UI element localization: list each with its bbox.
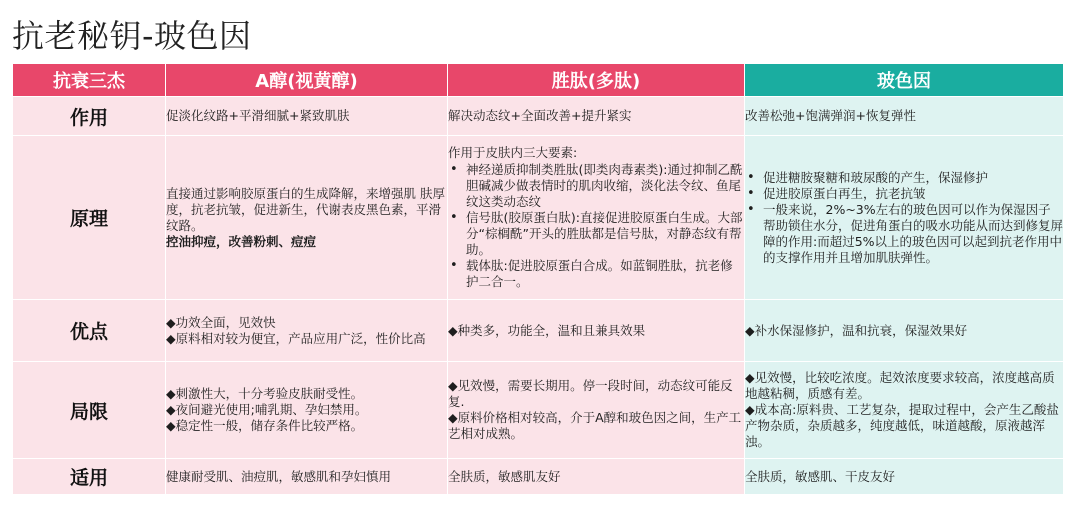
list-item: • 一般来说，2%~3%左右的玻色因可以作为保湿因子帮助锁住水分，促进角蛋白的吸水功能从而达到修复屏障的作用:而超过5%以上的玻色因可以起到抗老作用中的支撑作用并且增加肌肤弹性。: [745, 202, 1063, 266]
principle-retinol-text: 直接通过影响胶原蛋白的生成降解，来增强肌 肤厚度，抗老抗皱，促进新生，代谢表皮黑色素，平滑纹路。: [166, 185, 445, 233]
principle-retinol-bold: 控油抑痘，改善粉刺、痘痘: [166, 233, 317, 249]
cell-effect-retinol: 促淡化纹路+平滑细腻+紧致肌肤: [166, 97, 448, 136]
row-label-cons: 局限: [13, 362, 166, 459]
table-row-effect: [13, 97, 1064, 136]
cell-principle-peptide: [448, 136, 745, 300]
cell-pros-pro-xylane: [745, 300, 1064, 362]
cell-principle-retinol: [166, 136, 448, 300]
cons-pro-xylane-line: ◆见效慢，比较吃浓度。起效浓度要求较高，浓度越高质地越粘稠，质感有差。: [745, 370, 1055, 401]
cell-cons-pro-xylane: [745, 362, 1064, 459]
cons-peptide-line: ◆见效慢，需要长期用。停一段时间，动态纹可能反复.: [448, 378, 733, 409]
pros-retinol-line: ◆功效全面，见效快: [166, 314, 276, 330]
cons-retinol-line: ◆稳定性一般，储存条件比较严格。: [166, 418, 364, 433]
cons-pro-xylane-line: ◆成本高:原料贵、工艺复杂，提取过程中，会产生乙酸盐产物杂质，杂质越多，纯度越低，味道越酸，原液越浑浊。: [745, 402, 1059, 449]
pros-peptide-line: ◆种类多，功能全，温和且兼具效果: [448, 322, 646, 338]
cell-pros-retinol: [166, 300, 448, 362]
header-peptide: 胜肽(多肽): [448, 64, 745, 97]
list-item: • 神经递质抑制类胜肽(即类肉毒素类):通过抑制乙酰胆碱减少做表情时的肌肉收缩，淡化法令纹、鱼尾纹这类动态纹: [448, 162, 744, 210]
row-label-effect: 作用: [13, 97, 166, 136]
header-retinol: A醇(视黄醇): [166, 64, 448, 97]
cell-effect-peptide: 解决动态纹+全面改善+提升紧实: [448, 97, 745, 136]
row-label-pros: 优点: [13, 300, 166, 362]
table-row-pros: [13, 300, 1064, 362]
cell-principle-pro-xylane: [745, 136, 1064, 300]
pros-retinol-line: ◆原料相对较为便宜，产品应用广泛，性价比高: [166, 330, 426, 346]
cell-cons-peptide: [448, 362, 745, 459]
cell-suitable-retinol: 健康耐受肌、油痘肌，敏感肌和孕妇慎用: [166, 459, 448, 495]
header-row: [13, 64, 1064, 97]
list-item: • 促进糖胺聚糖和玻尿酸的产生，保湿修护: [745, 170, 1063, 186]
cell-suitable-pro-xylane: 全肤质，敏感肌、干皮友好: [745, 459, 1064, 495]
header-pro-xylane: 玻色因: [745, 64, 1064, 97]
cell-pros-peptide: [448, 300, 745, 362]
row-label-principle: 原理: [13, 136, 166, 300]
cell-cons-retinol: [166, 362, 448, 459]
list-item: • 载体肽:促进胶原蛋白合成。如蓝铜胜肽，抗老修护二合一。: [448, 258, 744, 290]
comparison-table: [12, 63, 1064, 495]
cell-suitable-peptide: 全肤质，敏感肌友好: [448, 459, 745, 495]
principle-peptide-lead: 作用于皮肤内三大要素:: [448, 145, 578, 160]
cons-retinol-line: ◆夜间避光使用;哺乳期、孕妇禁用。: [166, 402, 368, 417]
list-item: • 促进胶原蛋白再生，抗老抗皱: [745, 186, 1063, 202]
list-item: • 信号肽(胶原蛋白肽):直接促进胶原蛋白生成。大部分“棕榈酰”开头的胜肽都是信号肽，对静态纹有帮助。: [448, 210, 744, 258]
table-row-suitable: [13, 459, 1064, 495]
cons-peptide-line: ◆原料价格相对较高，介于A醇和玻色因之间，生产工艺相对成熟。: [448, 410, 742, 441]
table-row-principle: [13, 136, 1064, 300]
principle-peptide-list: [448, 162, 744, 290]
pros-pro-xylane-line: ◆补水保湿修护，温和抗衰，保湿效果好: [745, 322, 968, 338]
cons-retinol-line: ◆刺激性大，十分考验皮肤耐受性。: [166, 386, 364, 401]
table-row-cons: [13, 362, 1064, 459]
row-label-suitable: 适用: [13, 459, 166, 495]
principle-pro-xylane-list: [745, 170, 1063, 266]
page-title: 抗老秘钥-玻色因: [12, 17, 252, 55]
cell-effect-pro-xylane: 改善松弛+饱满弹润+恢复弹性: [745, 97, 1064, 136]
header-category: 抗衰三杰: [13, 64, 166, 97]
